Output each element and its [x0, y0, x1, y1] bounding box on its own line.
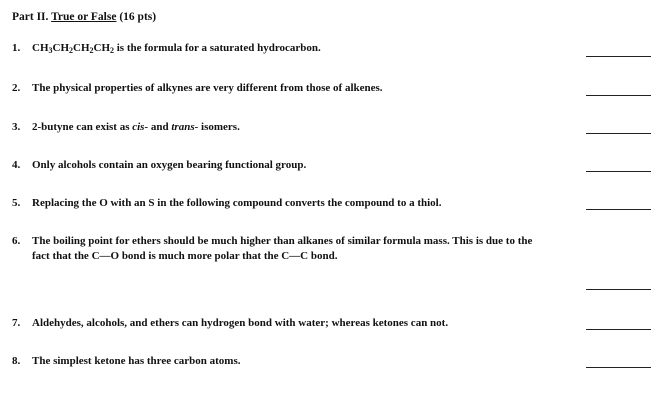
- question-text: The physical properties of alkynes are very different from those of alkenes.: [32, 82, 383, 94]
- cis-term: cis-: [132, 121, 149, 133]
- points-label: (16 pts): [119, 11, 157, 23]
- question-number: 3.: [12, 121, 21, 133]
- question-number: 5.: [12, 197, 21, 209]
- answer-blank-8[interactable]: [586, 367, 651, 368]
- answer-blank-3[interactable]: [586, 133, 651, 134]
- answer-blank-1[interactable]: [586, 56, 651, 57]
- answer-blank-6[interactable]: [586, 289, 651, 290]
- formula-subscript: 2: [110, 46, 114, 55]
- answer-blank-5[interactable]: [586, 209, 651, 210]
- question-5: [12, 196, 441, 211]
- question-text: Replacing the O with an S in the following compound converts the compound to a thiol.: [32, 197, 442, 209]
- formula-subscript: 2: [69, 46, 73, 55]
- part-title: [12, 11, 156, 23]
- question-number: 7.: [12, 317, 21, 329]
- question-text: The simplest ketone has three carbon atoms.: [32, 355, 241, 367]
- formula-subscript: 2: [89, 46, 94, 55]
- formula-part: CH: [32, 42, 49, 54]
- question-text: Only alcohols contain an oxygen bearing functional group.: [32, 159, 307, 171]
- formula-part: CH: [52, 42, 69, 54]
- question-7: [12, 316, 448, 331]
- question-number: 6.: [12, 235, 21, 247]
- answer-blank-7[interactable]: [586, 329, 651, 330]
- question-text: 2-butyne can exist as: [32, 121, 133, 133]
- question-number: 1.: [12, 42, 21, 54]
- question-6: [12, 234, 532, 249]
- question-text-line-2: fact that the C—O bond is much more polar that the C—C bond.: [32, 250, 338, 262]
- question-number: 8.: [12, 355, 21, 367]
- formula-subscript: 3: [48, 46, 53, 55]
- answer-blank-4[interactable]: [586, 171, 651, 172]
- question-4: [12, 158, 306, 173]
- question-text: isomers.: [198, 121, 240, 133]
- formula-part: CH: [93, 42, 110, 54]
- section-title: True or False: [51, 11, 117, 23]
- formula-part: CH: [73, 42, 90, 54]
- question-number: 2.: [12, 82, 21, 94]
- question-text: is the formula for a saturated hydrocarbon.: [114, 42, 321, 54]
- question-3: [12, 120, 240, 135]
- part-label: Part II.: [12, 11, 49, 23]
- question-number: 4.: [12, 159, 21, 171]
- question-text: and: [148, 121, 172, 133]
- trans-term: trans-: [171, 121, 199, 133]
- answer-blank-2[interactable]: [586, 95, 651, 96]
- question-1: [12, 41, 321, 56]
- question-text: Aldehydes, alcohols, and ethers can hydrogen bond with water; whereas ketones can not.: [32, 317, 449, 329]
- question-8: [12, 354, 240, 369]
- question-2: [12, 81, 383, 96]
- question-text-line-1: The boiling point for ethers should be much higher than alkanes of similar formula mass. This is due to the: [32, 235, 533, 247]
- question-6-continuation: [32, 249, 337, 264]
